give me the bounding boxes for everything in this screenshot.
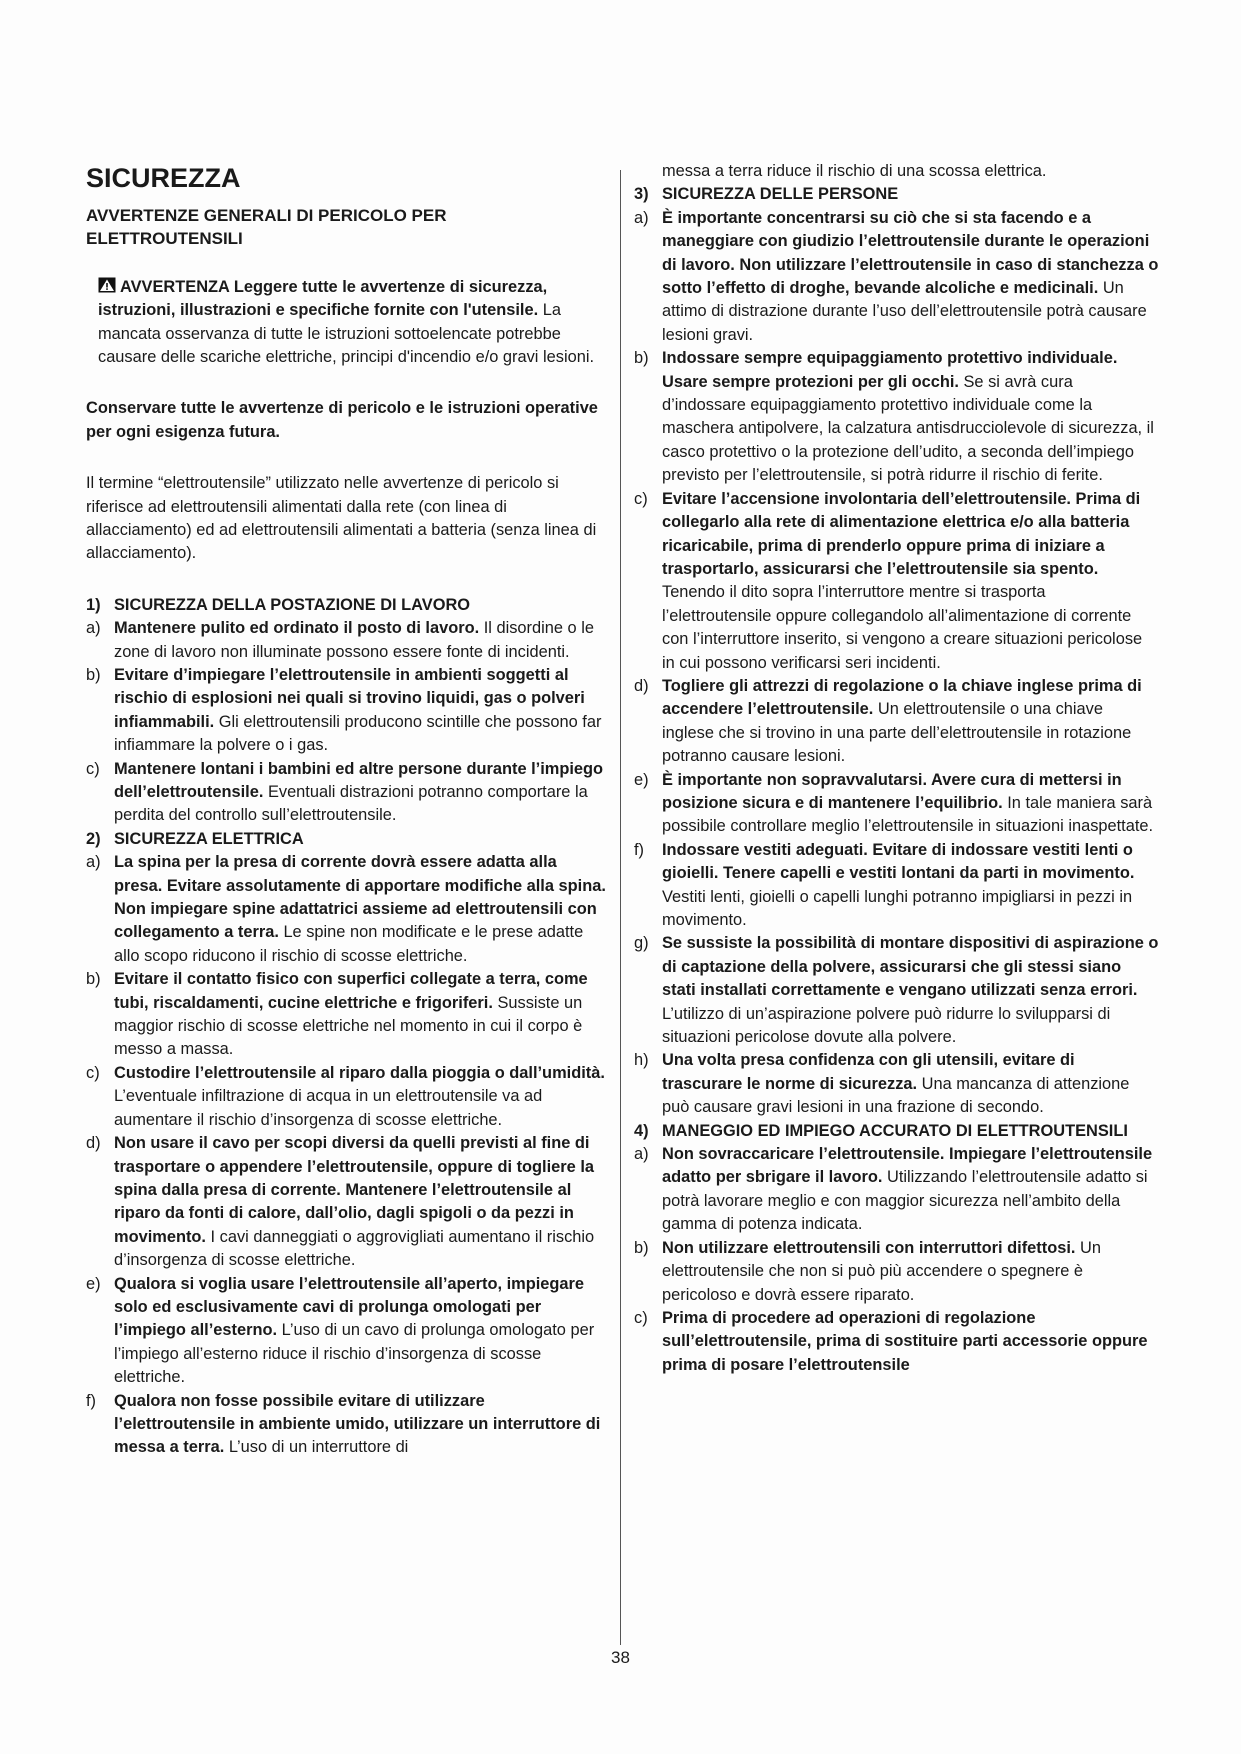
item-text: Un elettroutensile o una chiave inglese che si trovino in una parte dell’elettroutensile in rotazione potranno causare lesioni.	[662, 700, 1132, 766]
item-bold-text: La spina per la presa di corrente dovrà essere adatta alla presa. Evitare assolutamente di apportare modifiche alla spina. Non impiegare spine adattatrici assieme ad elettroutensili con collegamento a terra.	[114, 853, 606, 942]
item-label: b)	[86, 665, 101, 684]
item-label: a)	[86, 853, 101, 872]
list-item	[86, 1390, 606, 1460]
list-item	[86, 664, 606, 758]
item-text: L’uso di un interruttore di	[228, 1438, 409, 1457]
item-text: Una mancanza di attenzione può causare gravi lesioni in una frazione di secondo.	[662, 1074, 1130, 1117]
item-bold-text: Se sussiste la possibilità di montare dispositivi di aspirazione o di captazione della polvere, assicurarsi che gli stessi siano stati installati correttamente e vengano utilizzati senza errori.	[662, 934, 1159, 1000]
item-bold-text: Togliere gli attrezzi di regolazione o la chiave inglese prima di accendere l’elettroutensile.	[662, 676, 1142, 719]
warning-icon	[98, 277, 116, 293]
section-subheading: AVVERTENZE GENERALI DI PERICOLO PER ELETTROUTENSILI	[86, 205, 447, 248]
section-number: 3)	[634, 185, 649, 204]
list-item	[634, 488, 1159, 675]
list-item	[86, 1273, 606, 1390]
item-bold-text: Una volta presa confidenza con gli utensili, evitare di trascurare le norme di sicurezza.	[662, 1051, 1075, 1093]
continued-text: messa a terra riduce il rischio di una scossa elettrica.	[662, 162, 1047, 180]
item-label: d)	[634, 676, 649, 695]
list-item	[634, 932, 1159, 1049]
item-bold-text: È importante non sopravvalutarsi. Avere cura di mettersi in posizione sicura e di mantenere l’equilibrio.	[662, 770, 1122, 812]
page-heading: SICUREZZA	[86, 163, 241, 193]
section-1-heading	[86, 594, 606, 617]
item-bold-text: Indossare sempre equipaggiamento protettivo individuale. Usare sempre protezioni per gli occhi.	[662, 349, 1118, 391]
section-title: SICUREZZA ELETTRICA	[114, 829, 304, 848]
list-item	[634, 207, 1159, 347]
section-title: MANEGGIO ED IMPIEGO ACCURATO DI ELETTROUTENSILI	[662, 1121, 1128, 1140]
item-label: b)	[634, 1238, 649, 1257]
section-number: 2)	[86, 829, 101, 848]
item-text: L’eventuale infiltrazione di acqua in un elettroutensile va ad aumentare il rischio d’insorgenza di scosse elettriche.	[114, 1087, 543, 1129]
section-number: 4)	[634, 1121, 649, 1140]
item-text: In tale maniera sarà possibile controllare meglio l’elettroutensile in situazioni inaspettate.	[662, 793, 1154, 836]
list-item	[86, 968, 606, 1062]
section-number: 1)	[86, 595, 101, 614]
item-text: Sussiste un maggior rischio di scosse elettriche nel momento in cui il corpo è messo a massa.	[114, 993, 583, 1059]
list-item	[634, 347, 1159, 487]
item-label: b)	[634, 349, 649, 368]
item-text: Vestiti lenti, gioielli o capelli lunghi potranno impigliarsi in pezzi in movimento.	[662, 887, 1133, 929]
list-item	[634, 1237, 1159, 1307]
item-text: I cavi danneggiati o aggrovigliati aumentano il rischio d’insorgenza di scosse elettriche.	[114, 1227, 595, 1270]
list-item	[634, 675, 1159, 769]
item-bold-text: Evitare il contatto fisico con superfici collegate a terra, come tubi, riscaldamenti, cucine elettriche e frigoriferi.	[114, 970, 588, 1012]
item-text: L’uso di un cavo di prolunga omologato per l’impiego all’esterno riduce il rischio d’insorgenza di scosse elettriche.	[114, 1321, 595, 1387]
item-text: Tenendo il dito sopra l’interruttore mentre si trasporta l’elettroutensile oppure collegandolo all’alimentazione di corrente con l’interruttore inserito, si vengono a creare situazioni pericolose in cui possono verificarsi seri incidenti.	[662, 583, 1143, 672]
section-3-heading	[634, 183, 1159, 206]
right-column	[634, 160, 1159, 1377]
item-label: e)	[86, 1274, 101, 1293]
list-item	[86, 617, 606, 664]
item-label: a)	[634, 208, 649, 227]
item-label: c)	[634, 489, 648, 508]
item-bold-text: Qualora si voglia usare l’elettroutensile all’aperto, impiegare solo ed esclusivamente cavi di prolunga omologati per l’impiego all’esterno.	[114, 1274, 585, 1340]
item-label: f)	[634, 840, 645, 859]
item-label: g)	[634, 934, 649, 953]
list-item	[86, 1062, 606, 1132]
section-title: SICUREZZA DELLA POSTAZIONE DI LAVORO	[114, 595, 471, 614]
item-bold-text: Non sovraccaricare l’elettroutensile. Impiegare l’elettroutensile adatto per sbrigare il lavoro.	[662, 1145, 1153, 1187]
list-item	[86, 1132, 606, 1272]
item-label: a)	[86, 619, 101, 638]
item-label: f)	[86, 1391, 97, 1410]
item-label: e)	[634, 770, 649, 789]
item-label: h)	[634, 1051, 649, 1070]
left-column	[86, 160, 606, 1460]
item-bold-text: Mantenere pulito ed ordinato il posto di lavoro.	[114, 619, 480, 638]
item-label: c)	[86, 1063, 100, 1082]
item-bold-text: Indossare vestiti adeguati. Evitare di indossare vestiti lenti o gioielli. Tenere capelli e vestiti lontani da parti in movimento.	[662, 840, 1135, 883]
item-bold-text: Mantenere lontani i bambini ed altre persone durante l’impiego dell’elettroutensile.	[114, 759, 604, 801]
item-label: d)	[86, 1134, 101, 1153]
definition-paragraph: Il termine “elettroutensile” utilizzato nelle avvertenze di pericolo si riferisce ad elettroutensili alimentati dalla rete (con linea di allacciamento) ed ad elettroutensili alimentati a batteria (senza linea di allacciamento).	[86, 474, 597, 563]
item-text: L’utilizzo di un’aspirazione polvere può ridurre lo svilupparsi di situazioni pericolose dovute alla polvere.	[662, 1004, 1111, 1047]
item-bold-text: Custodire l’elettroutensile al riparo dalla pioggia o dall’umidità.	[114, 1063, 605, 1082]
section-title: SICUREZZA DELLE PERSONE	[662, 185, 899, 204]
page-number: 38	[611, 1648, 630, 1667]
item-label: a)	[634, 1145, 649, 1164]
item-text: Un elettroutensile che non si può più accendere o spegnere è pericoloso e dovrà essere riparato.	[662, 1238, 1101, 1304]
item-bold-text: Non utilizzare elettroutensili con interruttori difettosi.	[662, 1238, 1076, 1257]
warning-paragraph	[98, 276, 606, 370]
list-item	[634, 1049, 1159, 1119]
item-bold-text: Qualora non fosse possibile evitare di utilizzare l’elettroutensile in ambiente umido, utilizzare un interruttore di messa a terra.	[114, 1391, 601, 1457]
item-text: Il disordine o le zone di lavoro non illuminate possono essere fonte di incidenti.	[114, 619, 594, 661]
item-bold-text: Non usare il cavo per scopi diversi da quelli previsti al fine di trasportare o appendere l’elettroutensile, oppure di togliere la spina dalla presa di corrente. Mantenere l’elettroutensile al riparo da fonti di calore, dall’olio, dagli spigoli o da pezzi in movimento.	[114, 1134, 594, 1246]
item-text: Se si avrà cura d’indossare equipaggiamento protettivo individuale come la maschera antipolvere, la calzatura antisdrucciolevole di sicurezza, il casco protettivo o la protezione dell’udito, a seconda dell’impiego previsto per l’elettroutensile, si potrà ridurre il rischio di ferite.	[662, 372, 1154, 485]
list-item	[634, 769, 1159, 839]
item-label: c)	[86, 759, 100, 778]
warning-text: La mancata osservanza di tutte le istruzioni sottoelencate potrebbe causare delle scariche elettriche, principi d'incendio e/o gravi lesioni.	[98, 301, 595, 366]
item-bold-text: Prima di procedere ad operazioni di regolazione sull’elettroutensile, prima di sostituire parti accessorie oppure prima di posare l’elettroutensile	[662, 1308, 1148, 1374]
item-label: c)	[634, 1308, 648, 1327]
list-item	[634, 1307, 1159, 1377]
item-label: b)	[86, 970, 101, 989]
list-item	[634, 1143, 1159, 1237]
list-item	[86, 758, 606, 828]
column-divider	[620, 170, 621, 1645]
item-text: Un attimo di distrazione durante l’uso dell’elettroutensile potrà causare lesioni gravi.	[662, 279, 1147, 344]
item-bold-text: Evitare d’impiegare l’elettroutensile in ambienti soggetti al rischio di esplosioni nei quali si trovino liquidi, gas o polveri infiammabili.	[114, 665, 585, 731]
conserve-instructions: Conservare tutte le avvertenze di pericolo e le istruzioni operative per ogni esigenza futura.	[86, 399, 598, 441]
item-bold-text: Evitare l’accensione involontaria dell’elettroutensile. Prima di collegarlo alla rete di alimentazione elettrica e/o alla batteria ricaricabile, prima di prenderlo oppure prima di iniziare a trasportarlo, assicurarsi che l’elettroutensile sia spento.	[662, 489, 1141, 578]
item-text: Utilizzando l’elettroutensile adatto si potrà lavorare meglio e con maggior sicurezza nell’ambito della gamma di potenza indicata.	[662, 1168, 1148, 1234]
item-bold-text: È importante concentrarsi su ciò che si sta facendo e a maneggiare con giudizio l’elettroutensile durante le operazioni di lavoro. Non utilizzare l’elettroutensile in caso di stanchezza o sotto l’effetto di droghe, bevande alcoliche e medicinali.	[662, 208, 1159, 298]
list-item	[634, 839, 1159, 933]
warning-bold-text: AVVERTENZA Leggere tutte le avvertenze di sicurezza, istruzioni, illustrazioni e specifiche fornite con l'utensile.	[98, 277, 548, 320]
section-2-heading	[86, 828, 606, 851]
section-4-heading	[634, 1120, 1159, 1143]
item-text: Gli elettroutensili producono scintille che possono far infiammare la polvere o i gas.	[114, 712, 602, 755]
list-item	[86, 851, 606, 968]
item-text: Le spine non modificate e le prese adatte allo scopo riducono il rischio di scosse elettriche.	[114, 923, 584, 965]
item-text: Eventuali distrazioni potranno comportare la perdita del controllo sull’elettroutensile.	[114, 783, 588, 825]
